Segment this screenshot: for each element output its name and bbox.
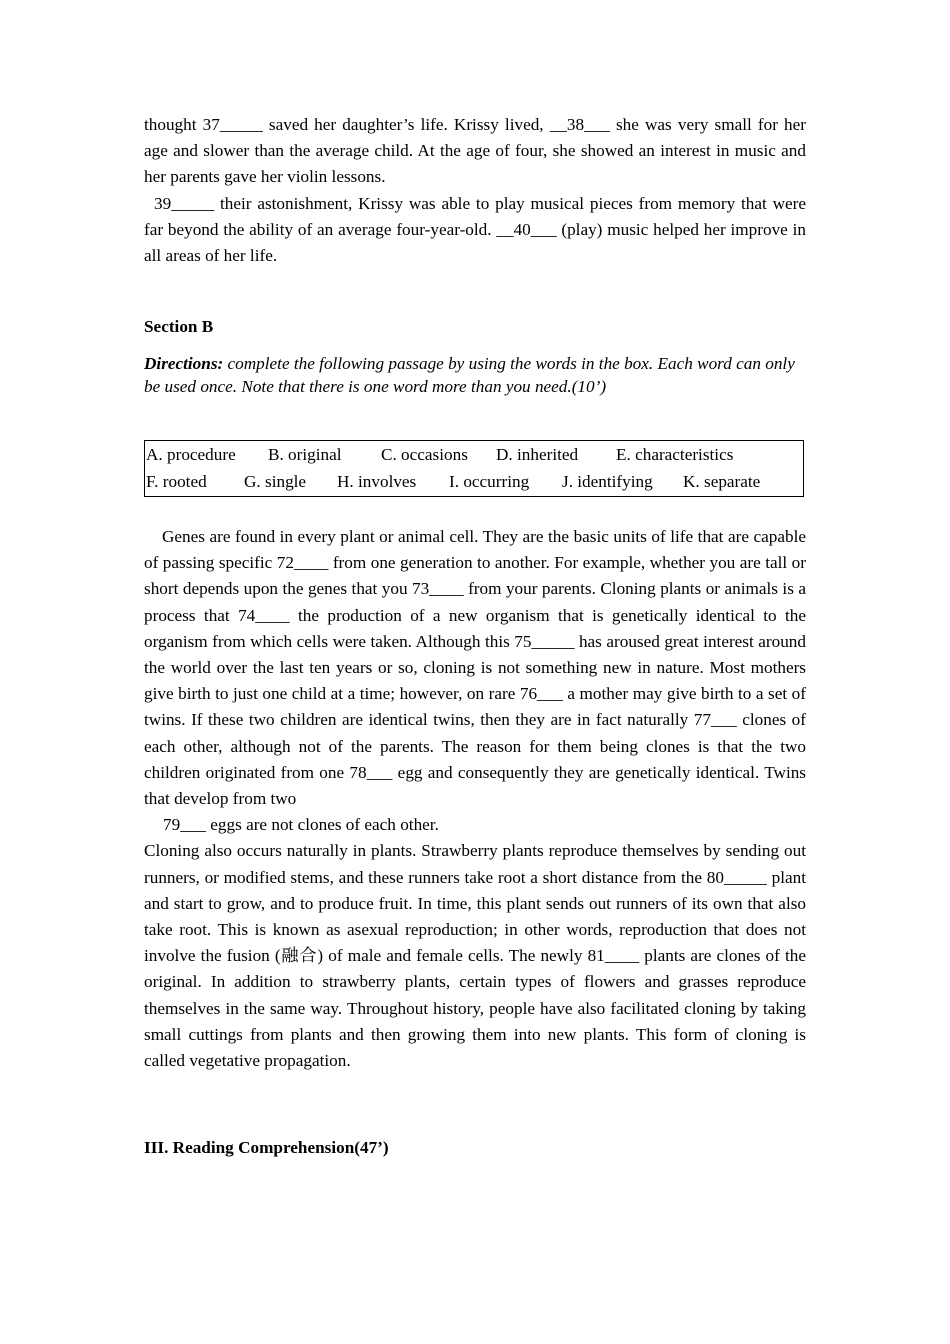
word-option-i: I. occurring xyxy=(449,471,530,491)
section-b-directions xyxy=(144,353,806,398)
section-b-title: Section B xyxy=(144,317,214,337)
word-option-f: F. rooted xyxy=(146,471,207,491)
word-box-row-2 xyxy=(146,469,803,495)
word-option-e: E. characteristics xyxy=(616,445,734,465)
cloning-paragraph-1: Genes are found in every plant or animal cell. They are the basic units of life that are capable of passing specific 72____ from one generation to another. For example, whether you are tall or short depends upon the genes that you 73____ from your parents. Cloning plants or animals is a process that 74____ the production of a new organism that is genetically identical to the organism from which cells were taken. Although this 75_____ has aroused great interest around the world over the last ten years or so, cloning is not something new in nature. Most mothers give birth to just one child at a time; however, on rare 76___ a mother may give birth to a set of twins. If these two children are identical twins, then they are in fact naturally 77___ clones of each other, although not of the parents. The reason for them being clones is that the two children originated from one 78___ egg and consequently they are genetically identical. Twins that develop from two xyxy=(144,527,806,809)
word-option-h: H. involves xyxy=(337,471,417,491)
word-option-k: K. separate xyxy=(683,471,761,491)
directions-label: Directions: xyxy=(144,354,224,374)
directions-text: complete the following passage by using the words in the box. Each word can only be used once. Note that there is one word more than you need.(10’) xyxy=(144,354,795,396)
word-option-d: D. inherited xyxy=(496,445,579,465)
word-option-a: A. procedure xyxy=(146,445,236,465)
intro-paragraph-1: thought 37_____ saved her daughter’s life. Krissy lived, __38___ she was very small for her age and slower than the average child. At the age of four, she showed an interest in music and her parents gave her violin lessons. xyxy=(144,115,806,187)
section-iii-title: III. Reading Comprehension(47’) xyxy=(144,1138,389,1158)
intro-paragraph-2: 39_____ their astonishment, Krissy was able to play musical pieces from memory that were far beyond the ability of an average four-year-old. __40___ (play) music helped her improve in all areas of her life. xyxy=(144,193,806,266)
cloning-paragraph-3: Cloning also occurs naturally in plants. Strawberry plants reproduce themselves by sending out runners, or modified stems, and these runners take root a short distance from the 80_____ plant and start to grow, and to produce fruit. In time, this plant sends out runners of its own that also take root. This is known as asexual reproduction; in other words, reproduction that does not involve the fusion (融合) of male and female cells. The newly 81____ plants are clones of the original. In addition to strawberry plants, certain types of flowers and grasses reproduce themselves in the same way. Throughout history, people have also facilitated cloning by taking small cuttings from plants and then growing them into new plants. This form of cloning is called vegetative propagation. xyxy=(144,841,806,1071)
cloning-paragraph-2: 79___ eggs are not clones of each other. xyxy=(163,815,439,835)
word-box xyxy=(144,440,804,497)
word-option-g: G. single xyxy=(244,471,307,491)
word-option-b: B. original xyxy=(268,445,342,465)
word-option-j: J. identifying xyxy=(562,471,653,491)
word-box-row-1 xyxy=(146,442,803,468)
document-page xyxy=(144,112,806,1160)
word-option-c: C. occasions xyxy=(381,445,468,465)
